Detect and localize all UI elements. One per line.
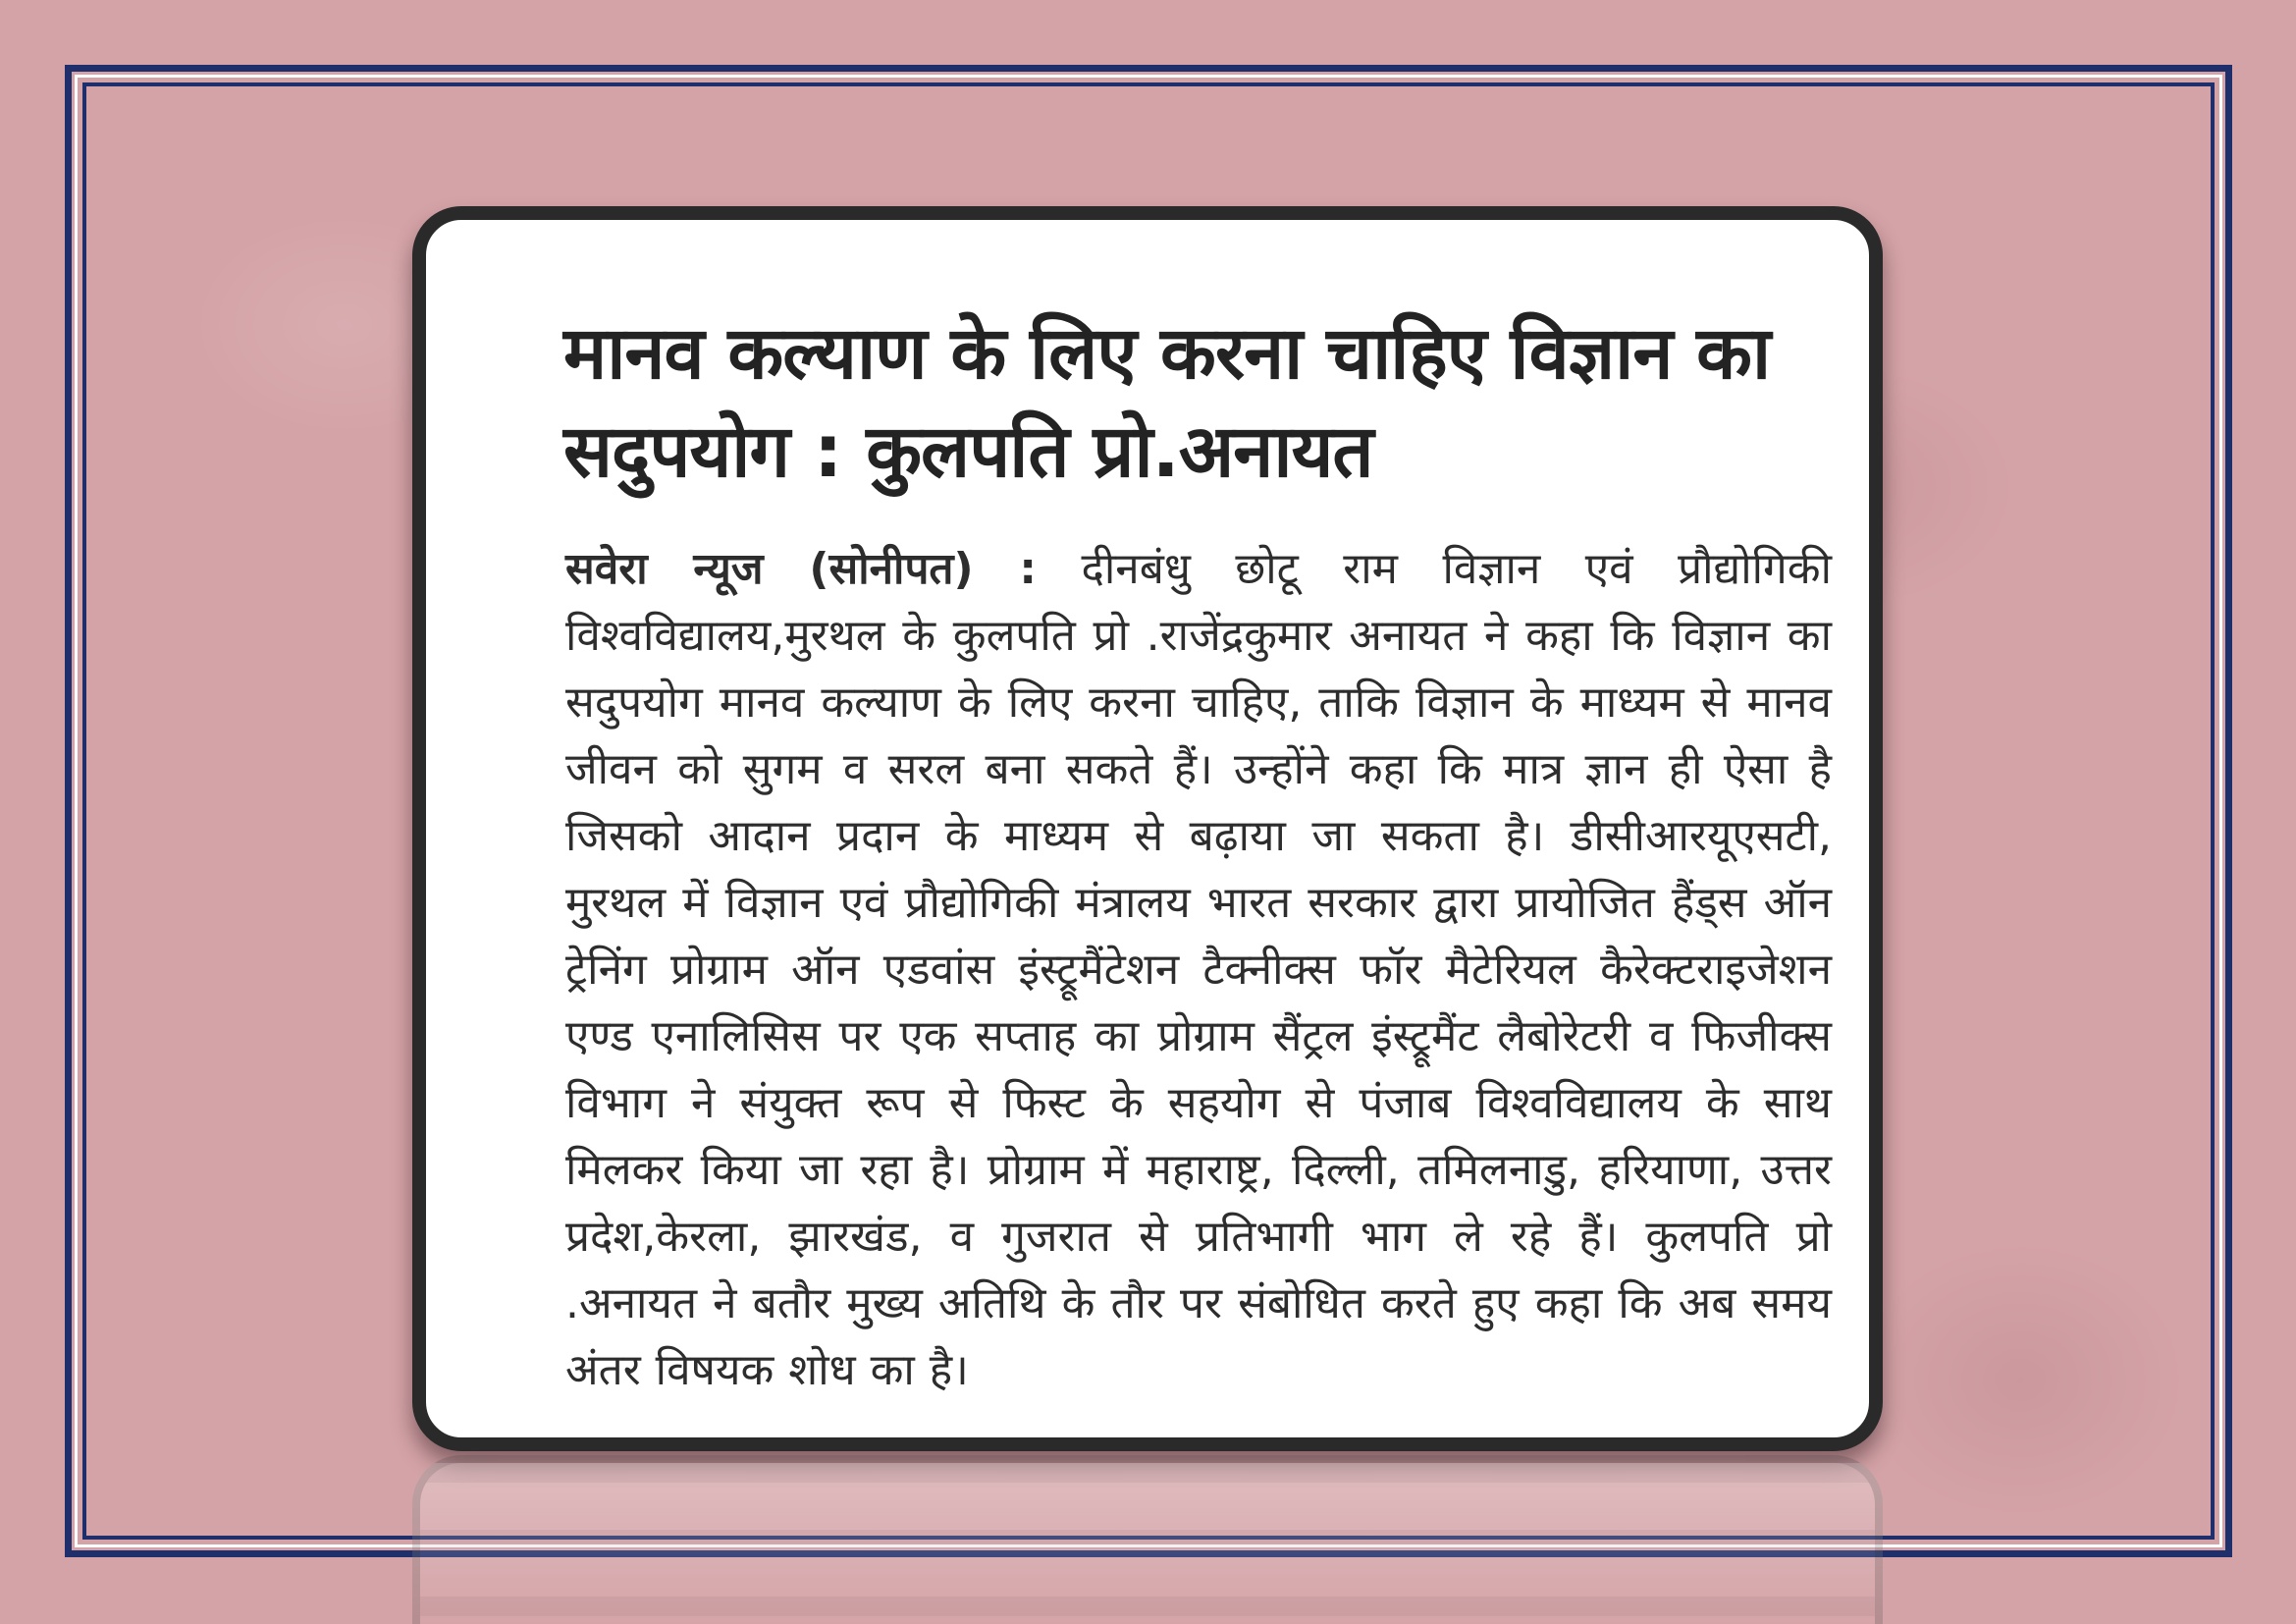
reflection-text-shadow	[420, 1463, 1875, 1624]
article-body-text: दीनबंधु छोटू राम विज्ञान एवं प्रौद्योगिकी विश्वविद्यालय,मुरथल के कुलपति प्रो .राजेंद्रकुमार अनायत ने कहा कि विज्ञान का सदुपयोग मानव कल्याण के लिए करना चाहिए, ताकि विज्ञान के माध्यम से मानव जीवन को सुगम व सरल बना सकते हैं। उन्होंने कहा कि मात्र ज्ञान ही ऐसा है जिसको आदान प्रदान के माध्यम से बढ़ाया जा सकता है। डीसीआरयूएसटी, मुरथल में विज्ञान एवं प्रौद्योगिकी मंत्रालय भारत सरकार द्वारा प्रायोजित हैंड्स ऑन ट्रेनिंग प्रोग्राम ऑन एडवांस इंस्ट्रूमैंटेशन टैक्नीक्स फॉर मैटेरियल कैरेक्टराइजेशन एण्ड एनालिसिस पर एक सप्ताह का प्रोग्राम सैंट्रल इंस्ट्रूमैंट लैबोरेटरी व फिजीक्स विभाग ने संयुक्त रूप से फिस्ट के सहयोग से पंजाब विश्वविद्यालय के साथ मिलकर किया जा रहा है। प्रोग्राम में महाराष्ट्र, दिल्ली, तमिलनाडु, हरियाणा, उत्तर प्रदेश,केरला, झारखंड, व गुजरात से प्रतिभागी भाग ले रहे हैं। कुलपति प्रो .अनायत ने बतौर मुख्य अतिथि के तौर पर संबोधित करते हुए कहा कि अब समय अंतर विषयक शोध का है।	[565, 544, 1832, 1395]
article-headline: मानव कल्याण के लिए करना चाहिए विज्ञान का सदुपयोग : कुलपति प्रो.अनायत	[563, 311, 1771, 494]
news-clipping-card	[412, 206, 1883, 1451]
card-reflection	[412, 1455, 1883, 1624]
article-body	[565, 536, 1832, 1404]
article-dateline: सवेरा न्यूज (सोनीपत) :	[565, 544, 1038, 594]
